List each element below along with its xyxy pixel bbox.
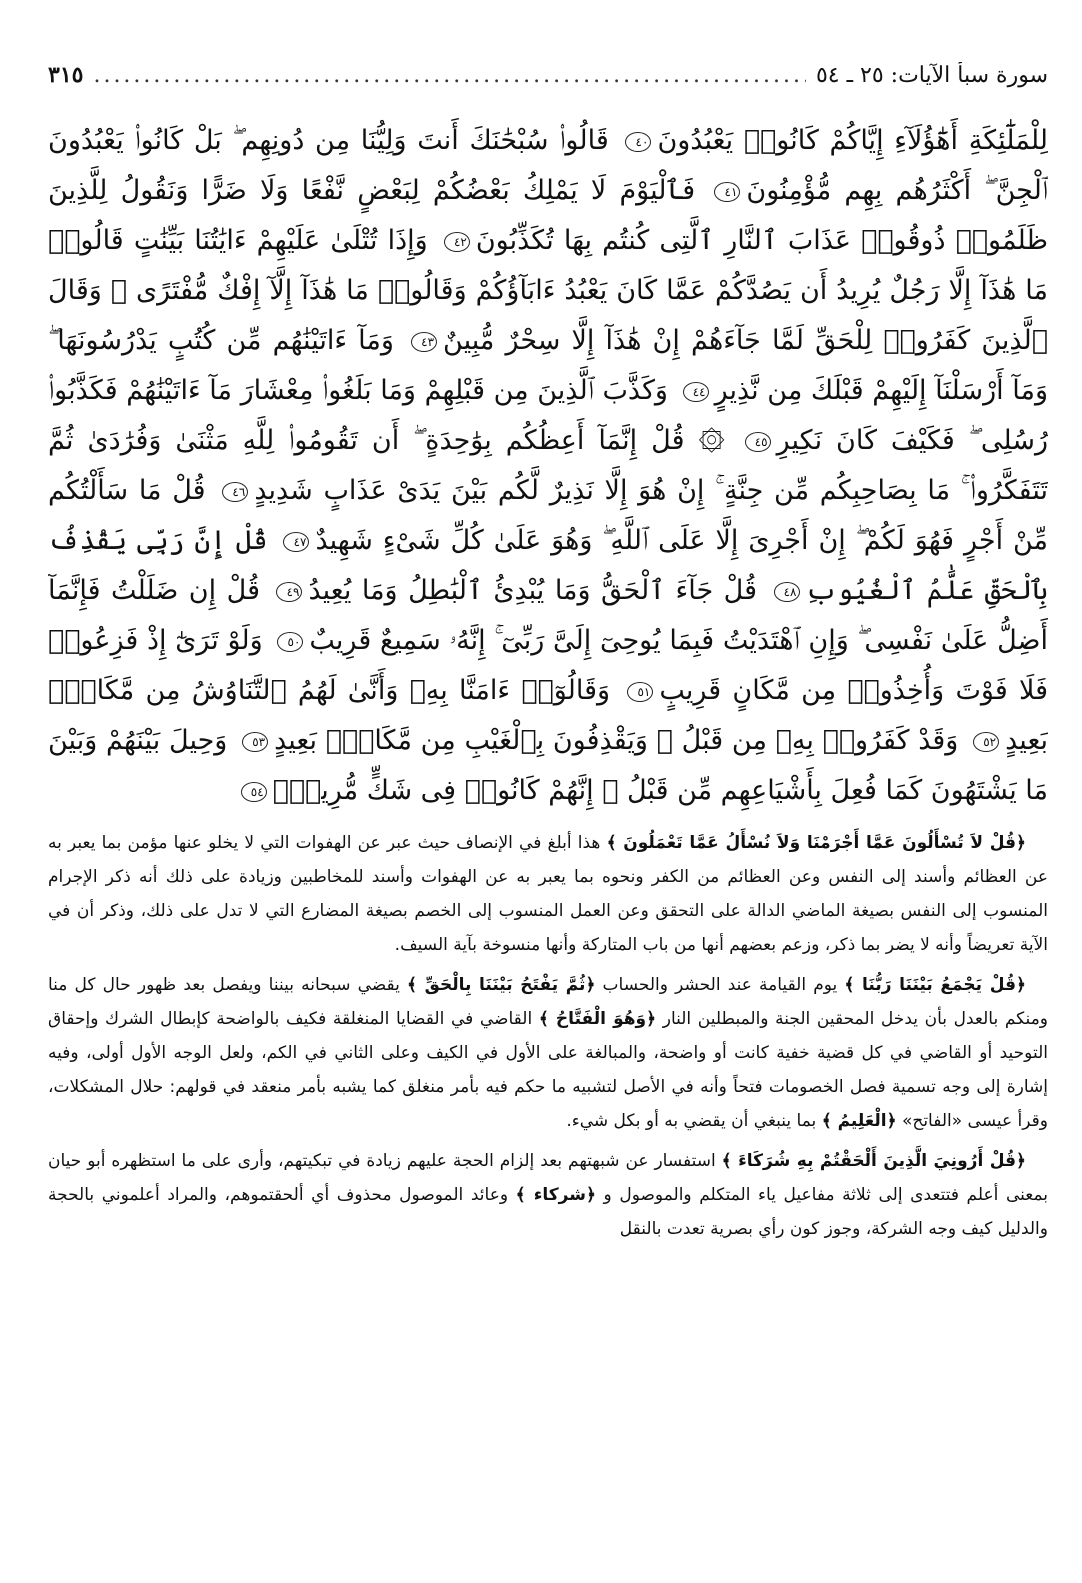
page-number: ٣١٥ xyxy=(48,62,84,88)
verse-text: وَلَوْ تَرَىٰٓ إِذْ فَزِعُوا۟ فَلَا فَوْتَ وَأُخِذُوا۟ مِن مَّكَانٍ قَرِيبٍ xyxy=(48,625,1048,706)
verse-text: قَالُوا۟ سُبْحَٰنَكَ أَنتَ وَلِيُّنَا مِن دُونِهِم ۖ بَلْ كَانُوا۟ يَعْبُدُونَ ٱلْجِنَّ ۖ أَكْثَرُهُم بِهِم مُّؤْمِنُونَ xyxy=(48,125,1048,206)
verse-text: قُلْ إِنَّ رَبِّى يَقْذِفُ بِٱلْحَقِّ عَلَّٰمُ ٱلْغُيُوبِ xyxy=(48,525,1048,606)
commentary-text: يوم القيامة عند الحشر والحساب xyxy=(595,975,845,995)
ayah-number-marker: ٥١ xyxy=(627,682,653,702)
quoted-verse: ﴿شركاء ﴾ xyxy=(515,1185,596,1205)
quoted-verse: ﴿وَهُوَ الْفَتَّاحُ ﴾ xyxy=(538,1009,657,1029)
verse-text: وَإِذَا تُتْلَىٰ عَلَيْهِمْ ءَايَٰتُنَا بَيِّنَٰتٍ قَالُوا۟ مَا هَٰذَآ إِلَّا رَجُلٌ يُرِيدُ أَن يَصُدَّكُمْ عَمَّا كَانَ يَعْبُدُ ءَابَآؤُكُمْ وَقَالُوا۟ مَا هَٰذَآ إِلَّآ إِفْكٌ مُّفْتَرًى ۚ وَقَالَ ٱلَّذِينَ كَفَرُوا۟ لِلْحَقِّ لَمَّا جَآءَهُمْ إِنْ هَٰذَآ إِلَّا سِحْرٌ مُّبِينٌ xyxy=(48,225,1048,356)
verse-text: قُلْ جَآءَ ٱلْحَقُّ وَمَا يُبْدِئُ ٱلْبَٰطِلُ وَمَا يُعِيدُ xyxy=(308,575,757,606)
verse-text: وَكَذَّبَ ٱلَّذِينَ مِن قَبْلِهِمْ وَمَا بَلَغُوا۟ مِعْشَارَ مَآ ءَاتَيْنَٰهُمْ فَكَذَّبُوا۟ رُسُلِى ۖ فَكَيْفَ كَانَ نَكِيرِ xyxy=(48,375,1048,456)
quoted-verse: ﴿الْعَلِيمُ ﴾ xyxy=(821,1111,897,1131)
verse-text: وَقَالُوٓا۟ ءَامَنَّا بِهِۦ وَأَنَّىٰ لَهُمُ ٱلتَّنَاوُشُ مِن مَّكَانٍۭ بَعِيدٍ xyxy=(48,675,1048,756)
ayah-number-marker: ٤٨ xyxy=(774,582,800,602)
ayah-number-marker: ٤٦ xyxy=(222,482,248,502)
verse-text: وَحِيلَ بَيْنَهُمْ وَبَيْنَ مَا يَشْتَهُونَ كَمَا فُعِلَ بِأَشْيَاعِهِم مِّن قَبْلُ ۚ إِنَّهُمْ كَانُوا۟ فِى شَكٍّ مُّرِيبٍۭ xyxy=(48,725,1048,806)
ayah-number-marker: ٤٥ xyxy=(745,432,771,452)
running-header xyxy=(48,62,1048,102)
commentary-paragraph xyxy=(48,968,1048,1138)
ayah-number-marker: ٤٩ xyxy=(276,582,302,602)
commentary-text: يقضي سبحانه بيننا ويفصل بعد ظهور حال كل منا ومنكم بالعدل بأن يدخل المحقين الجنة والمبطلين النار xyxy=(48,975,1048,1029)
verse-text: قُلْ إِن ضَلَلْتُ فَإِنَّمَآ أَضِلُّ عَلَىٰ نَفْسِى ۖ وَإِنِ ٱهْتَدَيْتُ فَبِمَا يُوحِىٓ إِلَىَّ رَبِّىٓ ۚ إِنَّهُۥ سَمِيعٌ قَرِيبٌ xyxy=(48,575,1048,656)
verse-text: وَقَدْ كَفَرُوا۟ بِهِۦ مِن قَبْلُ ۖ وَيَقْذِفُونَ بِٱلْغَيْبِ مِن مَّكَانٍۭ بَعِيدٍ xyxy=(274,725,959,756)
tafsir-commentary xyxy=(48,826,1048,1246)
verse-text: لِلْمَلَٰٓئِكَةِ أَهَٰٓؤُلَآءِ إِيَّاكُمْ كَانُوا۟ يَعْبُدُونَ xyxy=(657,125,1048,156)
commentary-text: بما ينبغي أن يقضي به أو بكل شيء. xyxy=(566,1111,822,1131)
commentary-paragraph xyxy=(48,1144,1048,1246)
commentary-text: وعائد الموصول محذوف أي ألحقتموهم، والمراد أعلموني بالحجة والدليل كيف وجه الشركة، وجوز كون رأي بصرية تعدت بالنقل xyxy=(48,1185,1048,1239)
commentary-text: هذا أبلغ في الإنصاف حيث عبر عن الهفوات التي لا يخلو عنها مؤمن بما يعبر به عن العظائم وأسند إلى النفس وعن العظائم من الكفر ونحوه بما يعبر به عن الهفوات وأسند للمخاطبين وزيادة على ذلك أنه ذكر الإجرام المنسوب إلى النفس بصيغة الماضي الدالة على التحقق وعن العمل المنسوب إلى الخصم بصيغة المضارع التي لا تدل على ذلك، وذكر أن في الآية تعريضاً وأنه لا يضر بما ذكر، وزعم بعضهم أنها من باب المتاركة وأنها منسوخة بآية السيف. xyxy=(48,833,1048,955)
ayah-number-marker: ٥٣ xyxy=(242,732,268,752)
ayah-number-marker: ٤١ xyxy=(714,182,740,202)
verse-text: ۞ قُلْ إِنَّمَآ أَعِظُكُم بِوَٰحِدَةٍ ۖ أَن تَقُومُوا۟ لِلَّهِ مَثْنَىٰ وَفُرَٰدَىٰ ثُمَّ تَتَفَكَّرُوا۟ ۚ مَا بِصَاحِبِكُم مِّن جِنَّةٍ ۚ إِنْ هُوَ إِلَّا نَذِيرٌ لَّكُم بَيْنَ يَدَىْ عَذَابٍ شَدِيدٍ xyxy=(48,425,1048,506)
ayah-number-marker: ٥٤ xyxy=(241,782,267,802)
quoted-verse: ﴿قُلْ أَرُونِيَ الَّذِينَ أَلْحَقْتُمْ بِهِ شُرَكَاءَ ﴾ xyxy=(721,1151,1026,1171)
header-title: سورة سبأ الآيات: ٢٥ ـ ٥٤ xyxy=(815,63,1048,88)
verse-text: وَمَآ ءَاتَيْنَٰهُم مِّن كُتُبٍ يَدْرُسُونَهَا ۖ وَمَآ أَرْسَلْنَآ إِلَيْهِمْ قَبْلَكَ مِن نَّذِيرٍ xyxy=(48,325,1048,406)
verse-text: قُلْ مَا سَأَلْتُكُم مِّنْ أَجْرٍ فَهُوَ لَكُمْ ۖ إِنْ أَجْرِىَ إِلَّا عَلَى ٱللَّهِ ۖ وَهُوَ عَلَىٰ كُلِّ شَىْءٍ شَهِيدٌ xyxy=(48,475,1048,556)
commentary-text: استفسار عن شبهتهم بعد إلزام الحجة عليهم زيادة في تبكيتهم، وأرى على ما استظهره أبو حيان بمعنى أعلم فتتعدى إلى ثلاثة مفاعيل ياء المتكلم والموصول و xyxy=(48,1151,1048,1205)
quran-verses-block xyxy=(48,116,1048,816)
quoted-verse: ﴿قُلْ يَجْمَعُ بَيْنَنَا رَبُّنَا ﴾ xyxy=(844,975,1026,995)
ayah-number-marker: ٤٣ xyxy=(411,332,437,352)
ayah-number-marker: ٥٢ xyxy=(973,732,999,752)
header-dot-leader xyxy=(93,63,806,88)
ayah-number-marker: ٤٠ xyxy=(625,132,651,152)
verse-text: فَٱلْيَوْمَ لَا يَمْلِكُ بَعْضُكُمْ لِبَعْضٍ نَّفْعًا وَلَا ضَرًّا وَنَقُولُ لِلَّذِينَ ظَلَمُوا۟ ذُوقُوا۟ عَذَابَ ٱلنَّارِ ٱلَّتِى كُنتُم بِهَا تُكَذِّبُونَ xyxy=(48,175,1048,256)
ayah-number-marker: ٤٢ xyxy=(444,232,470,252)
quoted-verse: ﴿ثُمَّ يَفْتَحُ بَيْنَنَا بِالْحَقِّ ﴾ xyxy=(407,975,596,995)
quoted-verse: ﴿قُلْ لاَ تُسْأَلُونَ عَمَّا أَجْرَمْنَا وَلاَ نُسْأَلُ عَمَّا تَعْمَلُونَ ﴾ xyxy=(606,833,1026,853)
ayah-number-marker: ٥٠ xyxy=(277,632,303,652)
commentary-text: القاضي في القضايا المنغلقة فكيف بالواضحة كإبطال الشرك وإحقاق التوحيد أو القاضي في كل قضية خفية كانت أو واضحة، والمبالغة على الأول في الكيف وعلى الثاني في الكم، ولعل الوجه الأول أولى، وفيه إشارة إلى وجه تسمية فصل الخصومات فتحاً وأنه في الأصل لتشبيه ما حكم فيه بأمر منغلق كما يشبه بأمر منعقد في قولهم: حلال المشكلات، وقرأ عيسى «الفاتح» xyxy=(48,1009,1048,1131)
ayah-number-marker: ٤٧ xyxy=(283,532,309,552)
commentary-paragraph xyxy=(48,826,1048,962)
book-page xyxy=(48,62,1048,1552)
ayah-number-marker: ٤٤ xyxy=(683,382,709,402)
